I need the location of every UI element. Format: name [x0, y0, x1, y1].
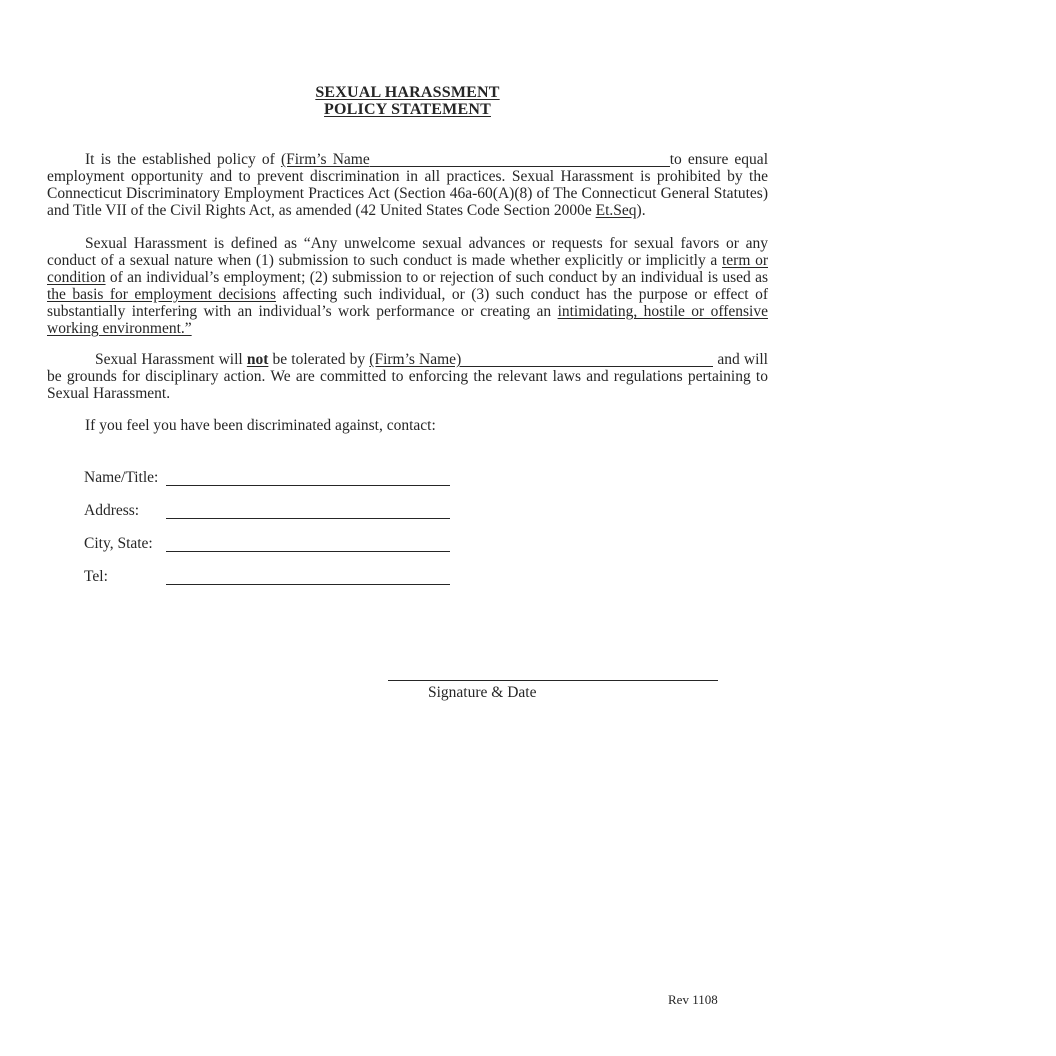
tel-label: Tel: — [84, 568, 108, 585]
title-line-2: POLICY STATEMENT — [324, 101, 491, 118]
signature-label: Signature & Date — [428, 684, 537, 701]
fill-in-blank-line[interactable] — [461, 353, 713, 367]
paragraph-policy: It is the established policy of (Firm’s Name to ensure equal employment opportunity and to prevent discrimination in all practices. Sexual Harassment is prohibited by the Connecticut Discriminatory Employment Practices Act (Section 46a-60(A)(8) of The Connecticut General Statutes) and Title VII of the Civil Rights Act, as amended (42 United States Code Section 2000e Et.Seq). — [47, 151, 768, 219]
contact-intro: If you feel you have been discriminated against, contact: — [85, 417, 436, 434]
paragraph-definition: Sexual Harassment is defined as “Any unwelcome sexual advances or requests for sexual favors or any conduct of a sexual nature when (1) submission to such conduct is made whether explicitly or implicitly a term or condition of an individual’s employment; (2) submission to or rejection of such conduct by an individual is used as the basis for employment decisions affecting such individual, or (3) such conduct has the purpose or effect of substantially interfering with an individual’s work performance or creating an intimidating, hostile or offensive working environment.” — [47, 235, 768, 337]
signature-area — [388, 680, 718, 701]
document-title — [47, 84, 768, 118]
city-state-input-line[interactable] — [166, 534, 450, 552]
address-label: Address: — [84, 502, 140, 519]
revision-number: Rev 1108 — [668, 992, 718, 1007]
name-title-input-line[interactable] — [166, 468, 450, 486]
address-input-line[interactable] — [166, 501, 450, 519]
field-row-name-title — [84, 467, 450, 486]
name-title-label: Name/Title: — [84, 469, 159, 486]
field-row-address — [84, 500, 450, 519]
city-state-label: City, State: — [84, 535, 153, 552]
field-row-tel — [84, 566, 450, 585]
field-row-city-state — [84, 533, 450, 552]
tel-input-line[interactable] — [166, 567, 450, 585]
title-line-1: SEXUAL HARASSMENT — [315, 84, 500, 101]
paragraph-enforcement: Sexual Harassment will not be tolerated by (Firm’s Name) and will be grounds for disciplinary action. We are committed to enforcing the relevant laws and regulations pertaining to Sexual Harassment. — [47, 351, 768, 402]
signature-input-line[interactable] — [388, 680, 718, 681]
fill-in-blank-line[interactable] — [370, 153, 670, 167]
